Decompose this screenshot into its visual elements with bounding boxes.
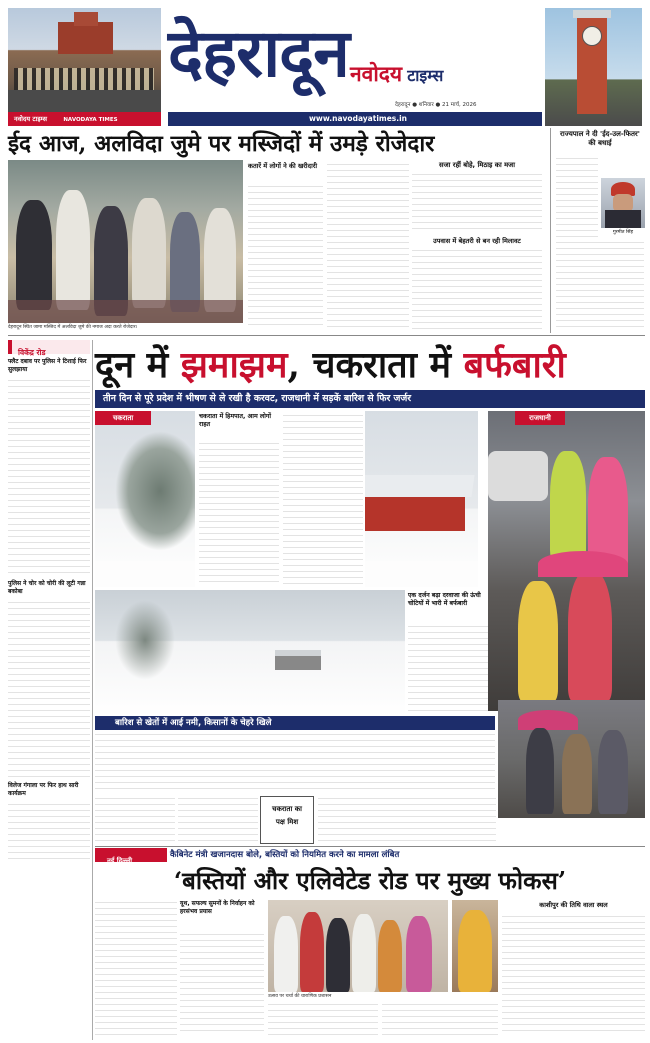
website-text[interactable]: www.navodayatimes.in	[308, 114, 408, 123]
divider-eid	[8, 335, 645, 336]
masthead-brand	[350, 60, 540, 94]
weather-left-sub2: विलेज गंगाला पर फिर हाथ सारी कार्यक्रम	[8, 782, 79, 797]
weather-right-col	[408, 624, 494, 716]
bastiyan-kicker: कैबिनेट मंत्री खजानदास बोले, बस्तियों को नियमित करने का मामला लंबित	[170, 850, 400, 860]
divider-bastiyan	[95, 846, 645, 847]
right-top-text	[556, 156, 598, 238]
governor-caption: गुरमीत सिंह	[612, 230, 634, 235]
group-caption: उत्सव पर चर्चा की धाराणिक प्रशासन	[268, 994, 332, 999]
weather-right-head: एक दर्जन बढ़ा दरवाजा की ऊंची चोटियों में भारी में बर्फबारी	[408, 592, 481, 607]
weather-left-sub1: पुलिस ने चोर को चोरी की लूटी गन्ना बकोबा	[8, 580, 86, 595]
masthead-title: देहरादून	[168, 14, 349, 92]
governor-photo	[601, 178, 645, 228]
brand-times: टाइम्स	[407, 66, 444, 85]
masthead	[0, 0, 650, 128]
group-photo	[268, 900, 448, 992]
bastiyan-bottom-col2	[382, 1002, 498, 1036]
weather-subhead-bar	[95, 390, 645, 408]
chakrata-box-b: पक्ष मिश	[275, 818, 299, 826]
right-top-text2	[556, 240, 644, 330]
weather-small-col2	[178, 796, 258, 846]
website-bar	[168, 112, 542, 126]
weather-small-col3	[318, 796, 496, 846]
eid-col2	[327, 162, 409, 330]
eid-caption: देहरादून स्थित जामा मस्जिद में अलविदा जुमे की नमाज अदा करते रोजेदार।	[8, 325, 138, 330]
eid-sub1: कतारें में लोगों ने की खरीदारी	[248, 162, 318, 170]
eid-col-head: सजा रहीं बोहे, मिठाइ का मजा	[439, 161, 515, 169]
chakrata-box	[260, 796, 314, 844]
divider-left-col	[92, 340, 93, 1040]
bastiyan-left-col	[95, 900, 177, 1036]
masthead-left-photo	[8, 8, 161, 112]
weather-left-top: फ्लैट दबाव पर पुलिस ने टिशाई फिर सुलझाया	[8, 358, 87, 373]
weather-bottom-bar	[95, 716, 495, 730]
bastiyan-bottom-col1	[268, 1002, 378, 1036]
date-line: देहरादून ● शनिवार ● 21 मार्च, 2026	[395, 102, 477, 108]
bastiyan-headline: ‘बस्तियों और एलिवेटेड रोड पर मुख्य फोकस’	[173, 866, 567, 895]
masthead-right-photo	[545, 8, 642, 126]
eid-col4	[412, 248, 542, 330]
weather-tag-text: विकेंद्र रोड	[18, 348, 46, 357]
woman-photo	[452, 900, 498, 992]
bastiyan-col-head: यूथ, सफल्य सुमनों के निर्वाहन को हरसंभव प्रयास	[180, 900, 255, 915]
rain-photo	[488, 411, 645, 711]
eid-col1	[248, 184, 323, 330]
weather-left-col2	[8, 600, 90, 780]
weather-mid-col2	[283, 413, 363, 587]
bastiyan-tag-text: नई दिल्ली	[107, 857, 133, 865]
left-tag-text: नवोदय टाइम्स	[14, 115, 48, 123]
headline-part-c: , चकराता में	[287, 344, 464, 386]
eid-photo	[8, 160, 243, 323]
headline-part-b: झमाझम	[180, 344, 288, 386]
bastiyan-mid-col	[180, 932, 264, 1036]
weather-left-col1	[8, 378, 90, 578]
eid-col-head2: उपवास में बेहतरी से बन रही मिलावट	[433, 237, 521, 245]
chakrata-box-a: चकराता का	[272, 805, 302, 813]
eid-col3	[412, 172, 542, 234]
weather-headline	[95, 342, 645, 388]
weather-tag	[8, 340, 90, 357]
weather-small-col1	[95, 796, 175, 846]
label-chakrata: चकराता	[95, 411, 151, 425]
right-top-col	[550, 128, 645, 333]
weather-mid-col1	[199, 441, 279, 587]
headline-part-a: दून में	[95, 344, 181, 386]
weather-mid-box	[195, 411, 365, 587]
weather-right-head-box	[405, 590, 495, 716]
weather-mid-head: चकराता में हिमपात, आम लोगों राहत	[199, 413, 272, 428]
masthead-left-tag	[8, 112, 161, 126]
bastiyan-side-head: काशीपुर की तिथि वाला स्थल	[539, 901, 608, 909]
rain-photo-2	[498, 700, 645, 818]
weather-bottom-head: बारिश से खेतों में आई नमी, किसानों के चेहरे खिले	[115, 718, 272, 728]
bastiyan-side-col	[502, 914, 645, 1036]
eid-headline: ईद आज, अलविदा जुमे पर मस्जिदों में उमड़े रोजेदार	[8, 131, 435, 157]
weather-subhead: तीन दिन से पूरे प्रदेश में भीषण से ले रखी है करवट, राजधानी में सड़कें बारिश से फिर जर्जर	[103, 393, 412, 404]
snow-photo-2	[95, 590, 405, 716]
headline-part-d: बर्फबारी	[463, 344, 566, 386]
weather-bottom-text	[95, 732, 495, 794]
left-tag-en: NAVODAYA TIMES	[63, 117, 118, 123]
weather-left-col3	[8, 802, 90, 862]
label-rajdhani: राजधानी	[515, 411, 565, 425]
bastiyan-tag	[95, 848, 167, 865]
brand-navoday: नवोदय	[350, 61, 403, 86]
right-top-head: राज्यपाल ने दी 'ईद-उल-फितर' की बधाई	[560, 130, 640, 147]
